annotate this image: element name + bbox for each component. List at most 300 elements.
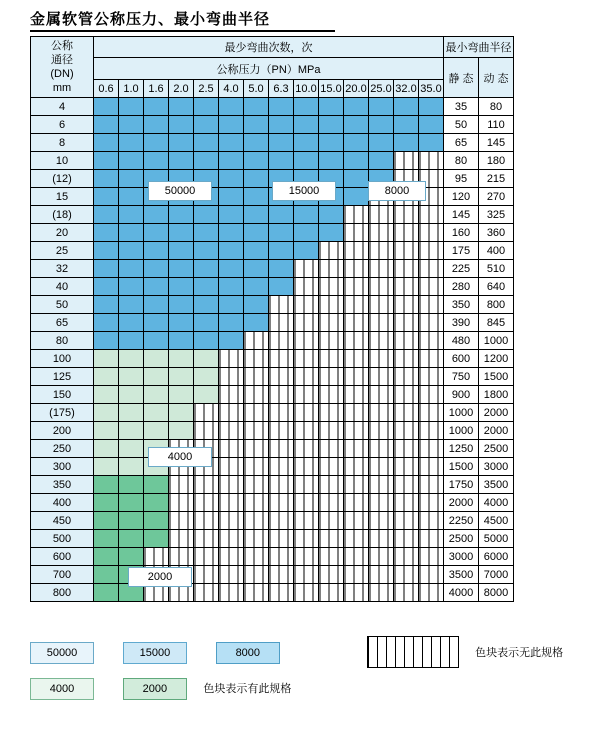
cell-dn450-pn1.6: [144, 512, 169, 530]
row-dynamic-radius: 845: [479, 314, 514, 332]
cell-dn450-pn6.3: [269, 512, 294, 530]
cell-dn300-pn35.0: [419, 458, 444, 476]
cell-dn100-pn1.0: [119, 350, 144, 368]
row-dynamic-radius: 3000: [479, 458, 514, 476]
cell-dn65-pn0.6: [94, 314, 119, 332]
cell-dn25-pn1.6: [144, 242, 169, 260]
cell-dn50-pn1.0: [119, 296, 144, 314]
cell-dn10-pn2.5: [194, 152, 219, 170]
cell-dn250-pn25.0: [369, 440, 394, 458]
cell-dn6-pn10.0: [294, 116, 319, 134]
cell-dn500-pn4.0: [219, 530, 244, 548]
cell-dn250-pn4.0: [219, 440, 244, 458]
cell-dn450-pn0.6: [94, 512, 119, 530]
row-static-radius: 900: [444, 386, 479, 404]
table-row: [31, 296, 514, 314]
cell-dn10-pn1.0: [119, 152, 144, 170]
cell-dn(175)-pn5.0: [244, 404, 269, 422]
row-dn-label: 250: [31, 440, 94, 458]
legend-item-2000: 2000: [123, 678, 187, 700]
cell-dn125-pn32.0: [394, 368, 419, 386]
cell-dn150-pn0.6: [94, 386, 119, 404]
cell-dn150-pn25.0: [369, 386, 394, 404]
legend-row-2: [30, 678, 570, 700]
cell-dn4-pn10.0: [294, 98, 319, 116]
cell-dn50-pn4.0: [219, 296, 244, 314]
cell-dn40-pn35.0: [419, 278, 444, 296]
row-dn-label: 65: [31, 314, 94, 332]
row-dn-label: 25: [31, 242, 94, 260]
cell-dn100-pn25.0: [369, 350, 394, 368]
cell-dn100-pn10.0: [294, 350, 319, 368]
cell-dn15-pn4.0: [219, 188, 244, 206]
cell-dn10-pn20.0: [344, 152, 369, 170]
row-dynamic-radius: 180: [479, 152, 514, 170]
cell-dn(12)-pn1.0: [119, 170, 144, 188]
row-dn-label: 700: [31, 566, 94, 584]
row-dn-label: 125: [31, 368, 94, 386]
cell-dn65-pn1.6: [144, 314, 169, 332]
cell-dn125-pn5.0: [244, 368, 269, 386]
cell-dn6-pn25.0: [369, 116, 394, 134]
cell-dn800-pn0.6: [94, 584, 119, 602]
cell-dn40-pn25.0: [369, 278, 394, 296]
cell-dn700-pn0.6: [94, 566, 119, 584]
table-row: [31, 350, 514, 368]
table-row: [31, 422, 514, 440]
overlay-label-2000: 2000: [128, 567, 192, 587]
row-dynamic-radius: 1800: [479, 386, 514, 404]
cell-dn500-pn35.0: [419, 530, 444, 548]
table-row: [31, 116, 514, 134]
cell-dn450-pn32.0: [394, 512, 419, 530]
cell-dn65-pn32.0: [394, 314, 419, 332]
cell-dn125-pn35.0: [419, 368, 444, 386]
cell-dn4-pn15.0: [319, 98, 344, 116]
cell-dn4-pn20.0: [344, 98, 369, 116]
cell-dn400-pn1.0: [119, 494, 144, 512]
cell-dn8-pn20.0: [344, 134, 369, 152]
cell-dn400-pn25.0: [369, 494, 394, 512]
table-row: [31, 152, 514, 170]
cell-dn450-pn4.0: [219, 512, 244, 530]
cell-dn80-pn32.0: [394, 332, 419, 350]
cell-dn(18)-pn2.5: [194, 206, 219, 224]
cell-dn150-pn15.0: [319, 386, 344, 404]
cell-dn6-pn2.0: [169, 116, 194, 134]
row-dn-label: 10: [31, 152, 94, 170]
cell-dn15-pn20.0: [344, 188, 369, 206]
cell-dn(18)-pn2.0: [169, 206, 194, 224]
cell-dn250-pn35.0: [419, 440, 444, 458]
cell-dn10-pn1.6: [144, 152, 169, 170]
cell-dn600-pn25.0: [369, 548, 394, 566]
cell-dn80-pn5.0: [244, 332, 269, 350]
cell-dn6-pn32.0: [394, 116, 419, 134]
cell-dn100-pn6.3: [269, 350, 294, 368]
row-dn-label: (175): [31, 404, 94, 422]
cell-dn450-pn15.0: [319, 512, 344, 530]
cell-dn(18)-pn5.0: [244, 206, 269, 224]
row-static-radius: 1500: [444, 458, 479, 476]
cell-dn400-pn6.3: [269, 494, 294, 512]
cell-dn400-pn10.0: [294, 494, 319, 512]
row-dn-label: 450: [31, 512, 94, 530]
cell-dn25-pn10.0: [294, 242, 319, 260]
cell-dn65-pn6.3: [269, 314, 294, 332]
cell-dn50-pn20.0: [344, 296, 369, 314]
cell-dn200-pn4.0: [219, 422, 244, 440]
row-dn-label: 40: [31, 278, 94, 296]
header-pn-6.3: 6.3: [269, 80, 294, 98]
cell-dn10-pn6.3: [269, 152, 294, 170]
cell-dn300-pn1.0: [119, 458, 144, 476]
cell-dn4-pn4.0: [219, 98, 244, 116]
cell-dn100-pn2.0: [169, 350, 194, 368]
cell-dn300-pn4.0: [219, 458, 244, 476]
legend-no-spec-text: 色块表示无此规格: [475, 647, 564, 660]
cell-dn8-pn5.0: [244, 134, 269, 152]
cell-dn80-pn2.5: [194, 332, 219, 350]
cell-dn100-pn1.6: [144, 350, 169, 368]
cell-dn(175)-pn25.0: [369, 404, 394, 422]
cell-dn32-pn15.0: [319, 260, 344, 278]
cell-dn40-pn0.6: [94, 278, 119, 296]
table-row: [31, 260, 514, 278]
cell-dn500-pn5.0: [244, 530, 269, 548]
legend-item-8000: 8000: [216, 642, 280, 664]
row-static-radius: 3500: [444, 566, 479, 584]
header-pn-1.0: 1.0: [119, 80, 144, 98]
header-pn-20.0: 20.0: [344, 80, 369, 98]
cell-dn200-pn32.0: [394, 422, 419, 440]
cell-dn6-pn35.0: [419, 116, 444, 134]
cell-dn80-pn2.0: [169, 332, 194, 350]
row-dn-label: 350: [31, 476, 94, 494]
cell-dn65-pn10.0: [294, 314, 319, 332]
cell-dn150-pn1.0: [119, 386, 144, 404]
cell-dn4-pn6.3: [269, 98, 294, 116]
cell-dn50-pn32.0: [394, 296, 419, 314]
cell-dn350-pn25.0: [369, 476, 394, 494]
cell-dn125-pn6.3: [269, 368, 294, 386]
cell-dn(175)-pn1.6: [144, 404, 169, 422]
header-dn-line2: 通径: [51, 54, 73, 66]
cell-dn125-pn0.6: [94, 368, 119, 386]
cell-dn125-pn10.0: [294, 368, 319, 386]
cell-dn(18)-pn15.0: [319, 206, 344, 224]
cell-dn500-pn20.0: [344, 530, 369, 548]
cell-dn40-pn20.0: [344, 278, 369, 296]
cell-dn8-pn10.0: [294, 134, 319, 152]
cell-dn20-pn4.0: [219, 224, 244, 242]
cell-dn4-pn35.0: [419, 98, 444, 116]
cell-dn20-pn2.0: [169, 224, 194, 242]
cell-dn10-pn35.0: [419, 152, 444, 170]
row-static-radius: 65: [444, 134, 479, 152]
cell-dn700-pn15.0: [319, 566, 344, 584]
cell-dn200-pn35.0: [419, 422, 444, 440]
cell-dn25-pn1.0: [119, 242, 144, 260]
cell-dn400-pn4.0: [219, 494, 244, 512]
cell-dn32-pn6.3: [269, 260, 294, 278]
cell-dn600-pn1.6: [144, 548, 169, 566]
cell-dn20-pn32.0: [394, 224, 419, 242]
row-static-radius: 1750: [444, 476, 479, 494]
cell-dn(175)-pn10.0: [294, 404, 319, 422]
cell-dn(12)-pn0.6: [94, 170, 119, 188]
row-static-radius: 750: [444, 368, 479, 386]
cell-dn25-pn32.0: [394, 242, 419, 260]
title-underline: [30, 30, 335, 32]
cell-dn250-pn0.6: [94, 440, 119, 458]
cell-dn250-pn20.0: [344, 440, 369, 458]
cell-dn15-pn5.0: [244, 188, 269, 206]
cell-dn400-pn20.0: [344, 494, 369, 512]
cell-dn32-pn1.0: [119, 260, 144, 278]
row-dynamic-radius: 145: [479, 134, 514, 152]
row-static-radius: 50: [444, 116, 479, 134]
header-pn-25.0: 25.0: [369, 80, 394, 98]
cell-dn80-pn4.0: [219, 332, 244, 350]
table-body: [31, 98, 514, 602]
row-static-radius: 2000: [444, 494, 479, 512]
cell-dn(12)-pn5.0: [244, 170, 269, 188]
cell-dn(12)-pn4.0: [219, 170, 244, 188]
cell-dn800-pn5.0: [244, 584, 269, 602]
table-row: [31, 458, 514, 476]
row-dynamic-radius: 80: [479, 98, 514, 116]
row-dynamic-radius: 110: [479, 116, 514, 134]
cell-dn20-pn25.0: [369, 224, 394, 242]
cell-dn500-pn1.6: [144, 530, 169, 548]
cell-dn600-pn0.6: [94, 548, 119, 566]
row-static-radius: 225: [444, 260, 479, 278]
cell-dn(12)-pn20.0: [344, 170, 369, 188]
cell-dn125-pn1.6: [144, 368, 169, 386]
table-row: [31, 386, 514, 404]
cell-dn32-pn25.0: [369, 260, 394, 278]
cell-dn(175)-pn6.3: [269, 404, 294, 422]
row-static-radius: 120: [444, 188, 479, 206]
cell-dn800-pn15.0: [319, 584, 344, 602]
header-pn-32.0: 32.0: [394, 80, 419, 98]
cell-dn200-pn2.0: [169, 422, 194, 440]
table-row: [31, 332, 514, 350]
row-dynamic-radius: 6000: [479, 548, 514, 566]
cell-dn125-pn2.0: [169, 368, 194, 386]
cell-dn350-pn0.6: [94, 476, 119, 494]
row-static-radius: 80: [444, 152, 479, 170]
header-row-1: [31, 37, 514, 58]
row-dn-label: (18): [31, 206, 94, 224]
cell-dn150-pn32.0: [394, 386, 419, 404]
cell-dn4-pn2.0: [169, 98, 194, 116]
cell-dn20-pn6.3: [269, 224, 294, 242]
cell-dn25-pn25.0: [369, 242, 394, 260]
cell-dn450-pn1.0: [119, 512, 144, 530]
cell-dn700-pn4.0: [219, 566, 244, 584]
cell-dn32-pn5.0: [244, 260, 269, 278]
row-dynamic-radius: 5000: [479, 530, 514, 548]
row-dynamic-radius: 510: [479, 260, 514, 278]
cell-dn600-pn6.3: [269, 548, 294, 566]
cell-dn200-pn6.3: [269, 422, 294, 440]
row-static-radius: 4000: [444, 584, 479, 602]
cell-dn20-pn5.0: [244, 224, 269, 242]
cell-dn200-pn15.0: [319, 422, 344, 440]
legend-item-50000: 50000: [30, 642, 94, 664]
cell-dn8-pn4.0: [219, 134, 244, 152]
cell-dn8-pn1.0: [119, 134, 144, 152]
cell-dn25-pn0.6: [94, 242, 119, 260]
cell-dn125-pn15.0: [319, 368, 344, 386]
cell-dn400-pn2.5: [194, 494, 219, 512]
row-static-radius: 175: [444, 242, 479, 260]
cell-dn350-pn15.0: [319, 476, 344, 494]
row-dn-label: 500: [31, 530, 94, 548]
cell-dn100-pn35.0: [419, 350, 444, 368]
cell-dn700-pn25.0: [369, 566, 394, 584]
cell-dn10-pn4.0: [219, 152, 244, 170]
cell-dn50-pn6.3: [269, 296, 294, 314]
cell-dn100-pn32.0: [394, 350, 419, 368]
header-dynamic: 动 态: [479, 58, 514, 98]
cell-dn20-pn15.0: [319, 224, 344, 242]
header-dn-line1: 公称: [51, 40, 73, 52]
cell-dn800-pn2.5: [194, 584, 219, 602]
row-dn-label: 4: [31, 98, 94, 116]
cell-dn600-pn4.0: [219, 548, 244, 566]
cell-dn40-pn2.5: [194, 278, 219, 296]
cell-dn150-pn5.0: [244, 386, 269, 404]
cell-dn700-pn6.3: [269, 566, 294, 584]
cell-dn350-pn35.0: [419, 476, 444, 494]
cell-dn15-pn0.6: [94, 188, 119, 206]
cell-dn(18)-pn32.0: [394, 206, 419, 224]
header-row-pn: [31, 80, 514, 98]
cell-dn6-pn2.5: [194, 116, 219, 134]
cell-dn600-pn10.0: [294, 548, 319, 566]
cell-dn(175)-pn20.0: [344, 404, 369, 422]
cell-dn10-pn10.0: [294, 152, 319, 170]
cell-dn600-pn15.0: [319, 548, 344, 566]
cell-dn40-pn1.0: [119, 278, 144, 296]
header-row-2: [31, 58, 514, 80]
cell-dn300-pn10.0: [294, 458, 319, 476]
cell-dn500-pn1.0: [119, 530, 144, 548]
table-row: [31, 98, 514, 116]
cell-dn4-pn2.5: [194, 98, 219, 116]
legend-stripe-swatch: [367, 636, 459, 668]
cell-dn500-pn10.0: [294, 530, 319, 548]
cell-dn65-pn5.0: [244, 314, 269, 332]
table-row: [31, 566, 514, 584]
cell-dn100-pn4.0: [219, 350, 244, 368]
cell-dn200-pn25.0: [369, 422, 394, 440]
cell-dn10-pn0.6: [94, 152, 119, 170]
table-row: [31, 206, 514, 224]
cell-dn125-pn1.0: [119, 368, 144, 386]
cell-dn(175)-pn4.0: [219, 404, 244, 422]
row-dn-label: 80: [31, 332, 94, 350]
header-dn-line3: (DN): [50, 68, 74, 80]
cell-dn800-pn35.0: [419, 584, 444, 602]
row-dn-label: 6: [31, 116, 94, 134]
cell-dn10-pn2.0: [169, 152, 194, 170]
cell-dn150-pn2.0: [169, 386, 194, 404]
row-dynamic-radius: 7000: [479, 566, 514, 584]
cell-dn8-pn35.0: [419, 134, 444, 152]
cell-dn100-pn2.5: [194, 350, 219, 368]
overlay-label-50000: 50000: [148, 181, 212, 201]
cell-dn150-pn6.3: [269, 386, 294, 404]
cell-dn25-pn2.0: [169, 242, 194, 260]
cell-dn20-pn1.0: [119, 224, 144, 242]
cell-dn40-pn6.3: [269, 278, 294, 296]
row-dn-label: 50: [31, 296, 94, 314]
table-row: [31, 314, 514, 332]
cell-dn400-pn32.0: [394, 494, 419, 512]
row-static-radius: 390: [444, 314, 479, 332]
row-static-radius: 160: [444, 224, 479, 242]
cell-dn500-pn0.6: [94, 530, 119, 548]
cell-dn25-pn6.3: [269, 242, 294, 260]
row-dn-label: 200: [31, 422, 94, 440]
cell-dn350-pn5.0: [244, 476, 269, 494]
cell-dn6-pn20.0: [344, 116, 369, 134]
row-dynamic-radius: 325: [479, 206, 514, 224]
header-pn-15.0: 15.0: [319, 80, 344, 98]
row-dynamic-radius: 360: [479, 224, 514, 242]
cell-dn200-pn5.0: [244, 422, 269, 440]
cell-dn32-pn2.5: [194, 260, 219, 278]
row-dn-label: 800: [31, 584, 94, 602]
cell-dn25-pn2.5: [194, 242, 219, 260]
cell-dn500-pn25.0: [369, 530, 394, 548]
cell-dn(18)-pn35.0: [419, 206, 444, 224]
cell-dn500-pn32.0: [394, 530, 419, 548]
cell-dn20-pn20.0: [344, 224, 369, 242]
cell-dn80-pn1.6: [144, 332, 169, 350]
table-row: [31, 512, 514, 530]
cell-dn250-pn6.3: [269, 440, 294, 458]
cell-dn350-pn1.6: [144, 476, 169, 494]
cell-dn350-pn1.0: [119, 476, 144, 494]
cell-dn150-pn1.6: [144, 386, 169, 404]
cell-dn(18)-pn4.0: [219, 206, 244, 224]
cell-dn4-pn0.6: [94, 98, 119, 116]
cell-dn600-pn32.0: [394, 548, 419, 566]
cell-dn(18)-pn1.6: [144, 206, 169, 224]
cell-dn(175)-pn0.6: [94, 404, 119, 422]
row-dynamic-radius: 4500: [479, 512, 514, 530]
cell-dn40-pn1.6: [144, 278, 169, 296]
header-pressure: 公称压力（PN）MPa: [94, 58, 444, 80]
cell-dn300-pn6.3: [269, 458, 294, 476]
cell-dn200-pn0.6: [94, 422, 119, 440]
cell-dn32-pn35.0: [419, 260, 444, 278]
table-row: [31, 584, 514, 602]
cell-dn80-pn6.3: [269, 332, 294, 350]
row-dynamic-radius: 8000: [479, 584, 514, 602]
row-dynamic-radius: 270: [479, 188, 514, 206]
cell-dn80-pn20.0: [344, 332, 369, 350]
row-dn-label: 300: [31, 458, 94, 476]
cell-dn(175)-pn1.0: [119, 404, 144, 422]
row-static-radius: 1250: [444, 440, 479, 458]
row-static-radius: 95: [444, 170, 479, 188]
